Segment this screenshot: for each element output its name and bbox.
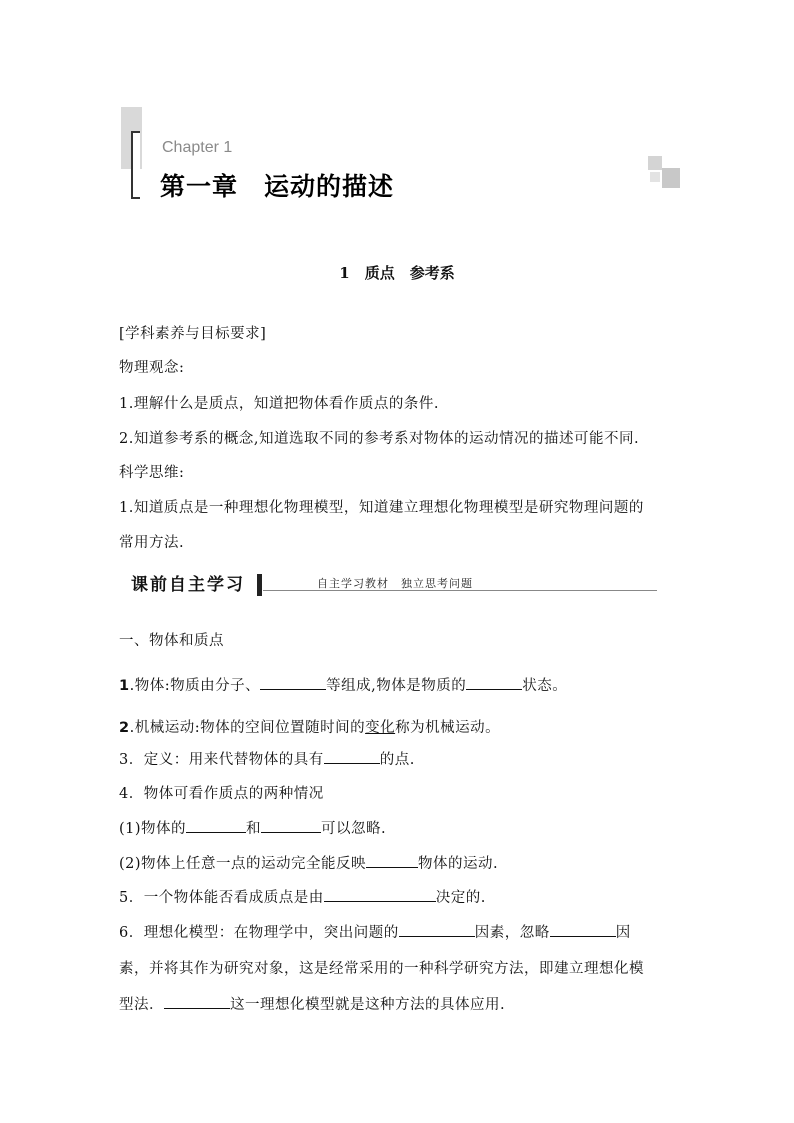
chapter-title: 第一章 运动的描述 — [160, 172, 395, 201]
banner-subtitle: 自主学习教材 独立思考问题 — [317, 577, 473, 590]
fill-item: 2.机械运动:物体的空间位置随时间的变化称为机械运动。 — [119, 720, 501, 736]
fill-item: 型法． 这一理想化模型就是这种方法的具体应用. — [119, 997, 506, 1013]
content-heading: 一、物体和质点 — [119, 633, 224, 649]
goal-item: 1.知道质点是一种理想化物理模型，知道建立理想化物理模型是研究物理问题的 — [119, 500, 644, 516]
corner-squares-decoration — [648, 156, 680, 188]
fill-item: (2)物体上任意一点的运动完全能反映 物体的运动. — [119, 856, 499, 872]
banner-title: 课前自主学习 — [131, 575, 245, 595]
answer-blank[interactable] — [260, 677, 326, 690]
scientific-thinking-label: 科学思维: — [119, 465, 185, 481]
goal-item: 1.理解什么是质点，知道把物体看作质点的条件. — [119, 396, 439, 412]
fill-item: 3．定义：用来代替物体的具有 的点. — [119, 752, 415, 768]
fill-item: 1.物体:物质由分子、 等组成,物体是物质的 状态。 — [119, 678, 568, 694]
goals-heading: [学科素养与目标要求] — [119, 326, 267, 342]
answer-blank[interactable] — [186, 820, 246, 833]
answer-blank[interactable] — [324, 751, 380, 764]
answer-blank[interactable] — [366, 855, 418, 868]
answer-blank[interactable] — [399, 924, 475, 937]
fill-item: 5．一个物体能否看成质点是由 决定的. — [119, 890, 486, 906]
banner-marker — [257, 574, 262, 596]
section-title: 1 质点 参考系 — [339, 264, 455, 282]
fill-item: 6．理想化模型：在物理学中，突出问题的 因素，忽略 因 — [119, 925, 631, 941]
answer-blank[interactable] — [164, 996, 230, 1009]
answer-blank[interactable] — [466, 677, 522, 690]
chapter-label: Chapter 1 — [162, 139, 233, 156]
fill-item: (1)物体的 和 可以忽略. — [119, 821, 387, 837]
answer-blank[interactable] — [324, 889, 436, 902]
text-line: 素，并将其作为研究对象，这是经常采用的一种科学研究方法，即建立理想化模 — [119, 961, 644, 977]
physics-concept-label: 物理观念: — [119, 360, 185, 376]
answer-blank[interactable] — [550, 924, 616, 937]
goal-item-continued: 常用方法. — [119, 535, 185, 551]
section-banner — [127, 572, 657, 600]
chapter-bracket — [131, 131, 140, 199]
answer-blank[interactable] — [261, 820, 321, 833]
goal-item: 2.知道参考系的概念,知道选取不同的参考系对物体的运动情况的描述可能不同. — [119, 431, 640, 447]
underlined-answer: 变化 — [365, 720, 396, 736]
list-item: 4．物体可看作质点的两种情况 — [119, 786, 324, 802]
